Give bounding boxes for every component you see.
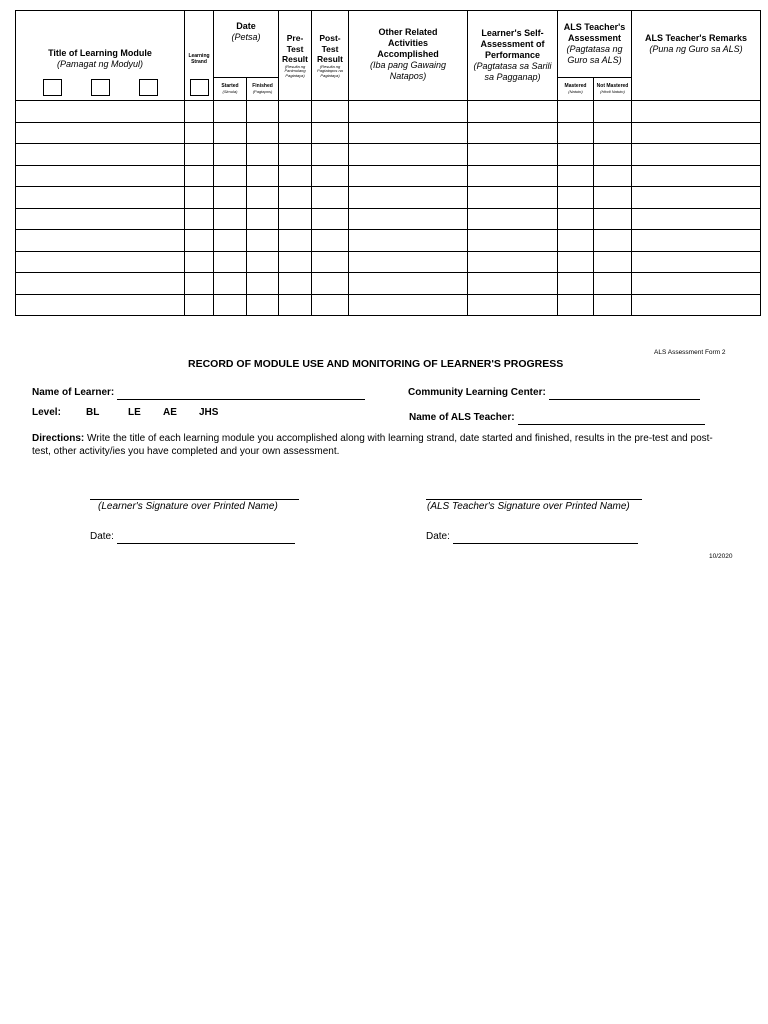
header-date-sub: (Petsa) (231, 32, 261, 42)
table-cell[interactable] (279, 101, 312, 123)
table-cell[interactable] (632, 101, 761, 123)
directions-text: Write the title of each learning module you accomplished along with learning strand, date started and finished, results in the pre-test and post-test, other activity/ies you have completed and your own assessment. (32, 433, 713, 457)
table-cell[interactable] (214, 230, 247, 252)
table-cell[interactable] (558, 294, 594, 316)
table-cell[interactable] (214, 294, 247, 316)
table-cell[interactable] (468, 208, 558, 230)
table-cell[interactable] (214, 273, 247, 295)
header-other-label: Other Related Activities Accomplished (377, 27, 439, 59)
table-cell[interactable] (558, 273, 594, 295)
table-cell[interactable] (16, 273, 185, 295)
teacher-signature-caption: (ALS Teacher's Signature over Printed Name) (427, 501, 630, 512)
table-cell[interactable] (312, 208, 349, 230)
form-title: RECORD OF MODULE USE AND MONITORING OF LEARNER'S PROGRESS (188, 358, 564, 370)
table-cell[interactable] (185, 230, 214, 252)
header-started-label: Started (221, 83, 239, 89)
table-cell[interactable] (468, 230, 558, 252)
teacher-name-row (409, 407, 705, 425)
directions-label: Directions: (32, 433, 85, 444)
table-cell[interactable] (214, 122, 247, 144)
table-row (16, 122, 761, 144)
table-cell[interactable] (558, 208, 594, 230)
table-cell[interactable] (279, 187, 312, 209)
header-posttest-label: Post-Test Result (317, 33, 343, 64)
table-cell[interactable] (214, 187, 247, 209)
table-cell[interactable] (247, 101, 279, 123)
table-cell[interactable] (185, 101, 214, 123)
header-not-mastered (594, 78, 632, 101)
table-cell[interactable] (558, 101, 594, 123)
directions (32, 432, 722, 458)
header-remarks-sub: (Puna ng Guro sa ALS) (649, 44, 743, 54)
module-record-table (15, 10, 761, 316)
table-cell[interactable] (632, 187, 761, 209)
table-cell[interactable] (632, 122, 761, 144)
table-cell[interactable] (349, 294, 468, 316)
header-strand (185, 11, 214, 101)
table-cell[interactable] (16, 122, 185, 144)
table-cell[interactable] (16, 144, 185, 166)
header-title-label: Title of Learning Module (48, 48, 152, 58)
teacher-name-label: Name of ALS Teacher: (409, 412, 515, 423)
table-cell[interactable] (558, 187, 594, 209)
clc-field[interactable] (549, 388, 700, 400)
table-cell[interactable] (247, 294, 279, 316)
table-cell[interactable] (349, 273, 468, 295)
table-row (16, 101, 761, 123)
learner-signature-line[interactable] (90, 499, 299, 500)
table-cell[interactable] (594, 230, 632, 252)
module-checkbox-1[interactable] (43, 79, 62, 96)
level-label: Level: (32, 407, 61, 418)
table-cell[interactable] (349, 251, 468, 273)
table-row (16, 144, 761, 166)
level-option-bl[interactable]: BL (86, 407, 100, 418)
table-cell[interactable] (312, 273, 349, 295)
header-title-sub: (Pamagat ng Modyul) (56, 59, 144, 69)
table-cell[interactable] (312, 251, 349, 273)
table-cell[interactable] (632, 294, 761, 316)
teacher-date-row (426, 526, 638, 544)
table-cell[interactable] (185, 144, 214, 166)
level-row (32, 407, 219, 418)
table-cell[interactable] (468, 165, 558, 187)
table-cell[interactable] (247, 165, 279, 187)
table-cell[interactable] (185, 165, 214, 187)
teacher-date-field[interactable] (453, 532, 638, 544)
header-als-assessment (558, 11, 632, 78)
table-cell[interactable] (594, 251, 632, 273)
footer-code: 10/2020 (709, 553, 733, 560)
table-cell[interactable] (468, 251, 558, 273)
table-cell[interactable] (279, 165, 312, 187)
table-row (16, 230, 761, 252)
table-cell[interactable] (594, 101, 632, 123)
table-row (16, 251, 761, 273)
header-other-activities (349, 11, 468, 101)
table-cell[interactable] (16, 101, 185, 123)
table-cell[interactable] (185, 273, 214, 295)
form-code: ALS Assessment Form 2 (654, 349, 726, 356)
table-body (16, 101, 761, 316)
teacher-signature-line[interactable] (426, 499, 642, 500)
table-cell[interactable] (632, 208, 761, 230)
table-cell[interactable] (214, 144, 247, 166)
header-finished-label: Finished (252, 83, 273, 89)
learner-name-field[interactable] (117, 388, 365, 400)
header-mastered-label: Mastered (564, 83, 587, 89)
table-cell[interactable] (312, 187, 349, 209)
table-cell[interactable] (214, 251, 247, 273)
header-remarks-label: ALS Teacher's Remarks (645, 33, 748, 43)
table-cell[interactable] (247, 208, 279, 230)
header-posttest-sub: (Resulta ng Pagtatapos na Pagtataya) (317, 63, 343, 78)
header-date-label: Date (236, 21, 256, 31)
module-checkbox-3[interactable] (139, 79, 158, 96)
header-remarks (632, 11, 761, 101)
table-cell[interactable] (349, 101, 468, 123)
table-cell[interactable] (468, 122, 558, 144)
module-checkbox-2[interactable] (91, 79, 110, 96)
learner-date-row (90, 526, 295, 544)
clc-row (408, 382, 700, 400)
header-title-module (16, 11, 185, 101)
table-row (16, 187, 761, 209)
table-cell[interactable] (312, 122, 349, 144)
table-cell[interactable] (594, 144, 632, 166)
table-cell[interactable] (247, 273, 279, 295)
table-row (16, 273, 761, 295)
table-cell[interactable] (594, 187, 632, 209)
table-cell[interactable] (632, 251, 761, 273)
table-cell[interactable] (349, 165, 468, 187)
header-pretest-sub: (Resulta ng Panimulang Pagtataya) (284, 63, 306, 78)
header-notmastered-sub: (Hindi Natuto) (600, 88, 625, 94)
table-cell[interactable] (594, 208, 632, 230)
table-row (16, 208, 761, 230)
table-cell[interactable] (349, 230, 468, 252)
header-pretest (279, 11, 312, 101)
table-cell[interactable] (312, 230, 349, 252)
learner-date-label: Date: (90, 531, 114, 542)
table-cell[interactable] (558, 122, 594, 144)
table-cell[interactable] (558, 144, 594, 166)
table-cell[interactable] (185, 294, 214, 316)
strand-checkbox[interactable] (190, 79, 209, 96)
table-cell[interactable] (214, 101, 247, 123)
table-row (16, 165, 761, 187)
table-cell[interactable] (632, 273, 761, 295)
table-cell[interactable] (214, 165, 247, 187)
teacher-date-label: Date: (426, 531, 450, 542)
table-cell[interactable] (16, 251, 185, 273)
learner-date-field[interactable] (117, 532, 295, 544)
header-started (214, 78, 247, 101)
header-other-sub: (Iba pang Gawaing Natapos) (369, 60, 447, 81)
table-cell[interactable] (349, 122, 468, 144)
header-finished (247, 78, 279, 101)
table-cell[interactable] (594, 165, 632, 187)
table-cell[interactable] (247, 122, 279, 144)
table-cell[interactable] (468, 101, 558, 123)
table-cell[interactable] (349, 187, 468, 209)
teacher-name-field[interactable] (518, 413, 705, 425)
table-cell[interactable] (279, 122, 312, 144)
table-row (16, 294, 761, 316)
table-cell[interactable] (279, 273, 312, 295)
table-cell[interactable] (312, 294, 349, 316)
table-cell[interactable] (16, 230, 185, 252)
table-cell[interactable] (349, 208, 468, 230)
header-finished-sub: (Pagtapos) (252, 88, 273, 94)
table-cell[interactable] (16, 165, 185, 187)
level-option-le[interactable]: LE (128, 407, 141, 418)
header-mastered-sub: (Natuto) (568, 88, 583, 94)
table-cell[interactable] (247, 144, 279, 166)
table-cell[interactable] (468, 187, 558, 209)
table-cell[interactable] (558, 165, 594, 187)
table-cell[interactable] (312, 165, 349, 187)
header-self-assessment (468, 11, 558, 101)
table-cell[interactable] (247, 230, 279, 252)
table-cell[interactable] (185, 187, 214, 209)
header-pretest-label: Pre-Test Result (282, 33, 308, 64)
header-notmastered-label: Not Mastered (596, 83, 629, 89)
table-cell[interactable] (185, 251, 214, 273)
table-cell[interactable] (312, 101, 349, 123)
table-cell[interactable] (185, 208, 214, 230)
header-self-sub: (Pagtatasa sa Sarili sa Pagganap) (473, 61, 552, 82)
table-cell[interactable] (594, 122, 632, 144)
clc-label: Community Learning Center: (408, 387, 546, 398)
table-cell[interactable] (247, 187, 279, 209)
header-als-sub: (Pagtatasa ng Guro sa ALS) (566, 44, 623, 65)
table-cell[interactable] (16, 294, 185, 316)
table-cell[interactable] (279, 294, 312, 316)
table-cell[interactable] (279, 208, 312, 230)
header-date (214, 11, 279, 78)
table-cell[interactable] (16, 187, 185, 209)
table-cell[interactable] (632, 144, 761, 166)
table-cell[interactable] (279, 230, 312, 252)
header-als-label: ALS Teacher's Assessment (563, 22, 626, 43)
level-option-jhs[interactable]: JHS (199, 407, 219, 418)
table-cell[interactable] (16, 208, 185, 230)
level-option-ae[interactable]: AE (163, 407, 177, 418)
header-posttest (312, 11, 349, 101)
header-mastered (558, 78, 594, 101)
header-started-sub: (Simula) (222, 88, 238, 94)
table-cell[interactable] (594, 294, 632, 316)
table-cell[interactable] (558, 251, 594, 273)
table-cell[interactable] (312, 144, 349, 166)
table-cell[interactable] (468, 294, 558, 316)
table-cell[interactable] (632, 165, 761, 187)
table-cell[interactable] (279, 144, 312, 166)
header-self-label: Learner's Self-Assessment of Performance (480, 28, 545, 60)
table-cell[interactable] (632, 230, 761, 252)
table-cell[interactable] (349, 144, 468, 166)
learner-name-label: Name of Learner: (32, 387, 115, 398)
module-checkbox-group (16, 79, 184, 100)
table-cell[interactable] (468, 144, 558, 166)
table-cell[interactable] (468, 273, 558, 295)
table-cell[interactable] (214, 208, 247, 230)
learner-name-row (32, 382, 365, 400)
table-cell[interactable] (558, 230, 594, 252)
table-cell[interactable] (247, 251, 279, 273)
table-cell[interactable] (279, 251, 312, 273)
table-cell[interactable] (185, 122, 214, 144)
header-strand-label: Learning Strand (188, 53, 210, 65)
table-cell[interactable] (594, 273, 632, 295)
learner-signature-caption: (Learner's Signature over Printed Name) (98, 501, 278, 512)
